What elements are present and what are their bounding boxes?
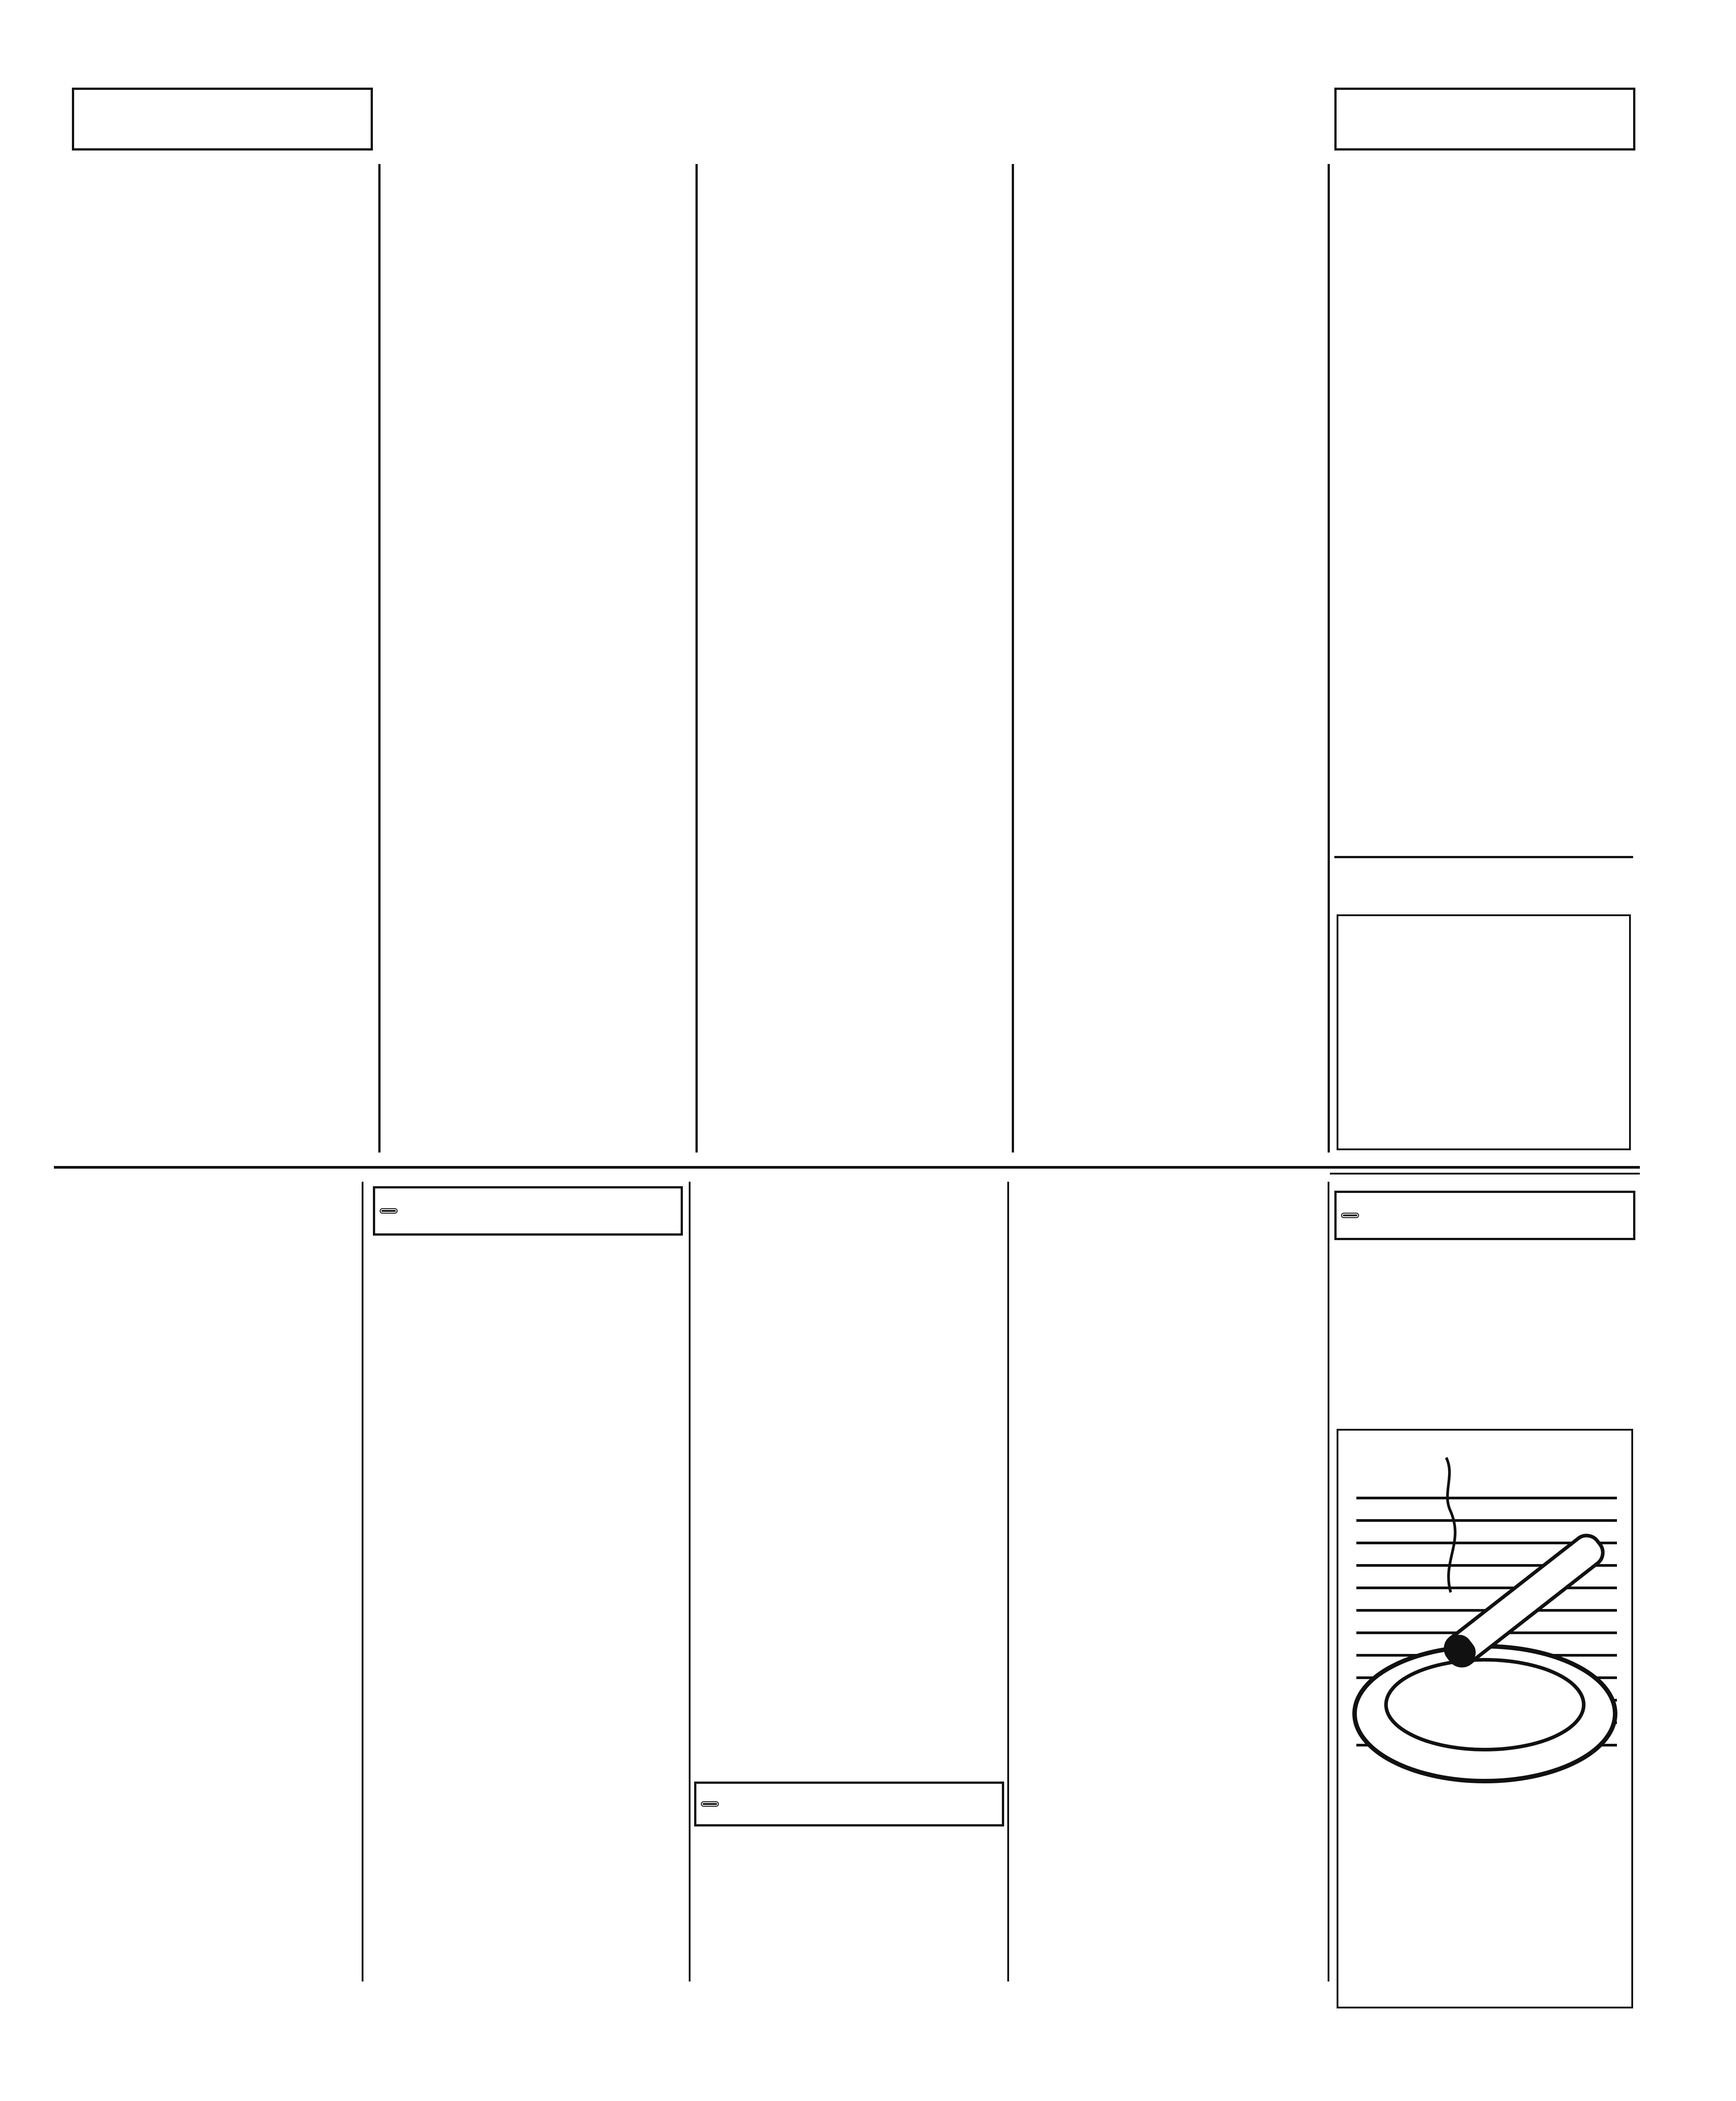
station-header-4zd bbox=[1334, 1191, 1635, 1240]
callsign bbox=[1341, 1213, 1359, 1218]
promo-box bbox=[1337, 914, 1631, 1150]
callsign bbox=[380, 1208, 398, 1214]
ashtray-cigarette-icon bbox=[1338, 1444, 1631, 1813]
section-divider bbox=[1330, 1173, 1640, 1175]
section-divider bbox=[54, 1166, 1640, 1169]
station-header-4yo bbox=[373, 1186, 683, 1236]
column-divider bbox=[1012, 164, 1014, 1152]
weather-box-right bbox=[1334, 88, 1635, 151]
divider bbox=[1334, 856, 1633, 858]
column-divider bbox=[1328, 164, 1330, 1152]
trade-note bbox=[1334, 856, 1633, 862]
column-divider bbox=[1007, 1182, 1009, 1981]
station-header-4yz bbox=[694, 1782, 1004, 1826]
de-reszke-ad bbox=[1337, 1429, 1633, 2008]
column-divider bbox=[1328, 1182, 1329, 1981]
column-divider bbox=[362, 1182, 363, 1981]
weather-box-left bbox=[72, 88, 373, 151]
column-divider bbox=[695, 164, 698, 1152]
column-divider bbox=[378, 164, 381, 1152]
column-divider bbox=[689, 1182, 691, 1981]
callsign bbox=[701, 1801, 719, 1807]
